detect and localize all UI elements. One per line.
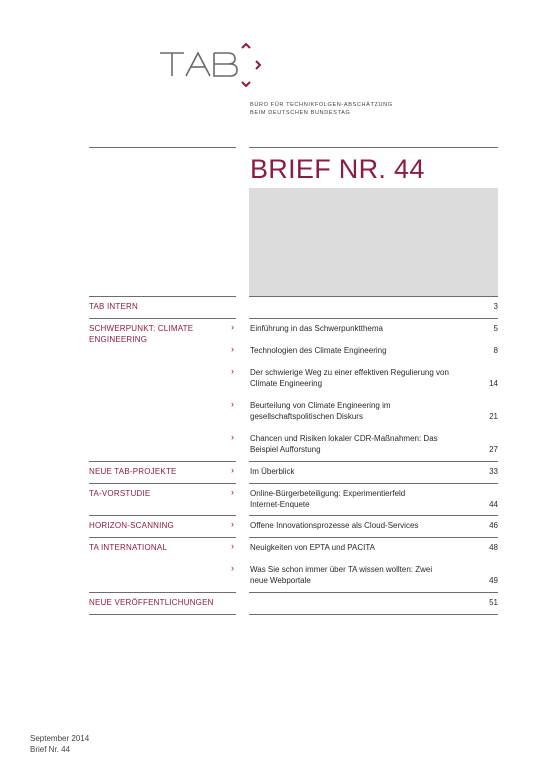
toc-rule [249, 592, 498, 593]
toc-rule [249, 614, 498, 615]
toc-entry[interactable]: Der schwierige Weg zu einer effektiven Regulierung von Climate Engineering [250, 368, 449, 388]
organisation-line-1: BÜRO FÜR TECHNIKFOLGEN-ABSCHÄTZUNG [250, 102, 393, 108]
section-neue-veroeffentlichungen[interactable]: NEUE VERÖFFENTLICHUNGEN [89, 598, 214, 607]
page-number: 27 [489, 445, 498, 454]
footer-date: September 2014 [30, 734, 90, 743]
page-number: 21 [489, 412, 498, 421]
toc-entry[interactable]: Online-Bürgerbeteiligung: Experimentierfeld Internet-Enquete [250, 489, 406, 509]
toc-rule [89, 592, 236, 593]
chevron-right-icon: › [231, 322, 234, 332]
organisation-line-2: BEIM DEUTSCHEN BUNDESTAG [250, 110, 351, 116]
chevron-right-icon: › [231, 541, 234, 551]
toc-rule [249, 515, 498, 516]
toc-rule [249, 296, 498, 297]
toc-entry[interactable]: Einführung in das Schwerpunktthema [250, 324, 383, 333]
toc-rule [89, 461, 236, 462]
page-number: 48 [489, 543, 498, 552]
section-neue-tab-projekte[interactable]: NEUE TAB-PROJEKTE [89, 467, 177, 476]
chevron-right-icon: › [231, 563, 234, 573]
page-number: 8 [493, 346, 498, 355]
toc-entry[interactable]: Was Sie schon immer über TA wissen wollten: Zwei neue Webportale [250, 565, 433, 585]
page-number: 14 [489, 379, 498, 388]
footer-issue: Brief Nr. 44 [30, 745, 71, 754]
chevron-right-icon: › [231, 399, 234, 409]
chevron-right-icon: › [231, 432, 234, 442]
page-number: 44 [489, 500, 498, 509]
section-ta-international[interactable]: TA INTERNATIONAL [89, 543, 168, 552]
toc-entry[interactable]: Beurteilung von Climate Engineering im gesellschaftspolitischen Diskurs [250, 401, 391, 421]
section-ta-vorstudie[interactable]: TA-VORSTUDIE [89, 489, 151, 498]
page-number: 51 [489, 598, 498, 607]
toc-rule [89, 483, 236, 484]
page-number: 33 [489, 467, 498, 476]
toc-rule [249, 318, 498, 319]
toc-entry[interactable]: Im Überblick [250, 467, 295, 476]
toc-rule [89, 537, 236, 538]
chevron-right-icon: › [231, 366, 234, 376]
toc-rule [89, 515, 236, 516]
toc-entry[interactable]: Technologien des Climate Engineering [250, 346, 387, 355]
section-tab-intern[interactable]: TAB INTERN [89, 302, 138, 311]
page-number: 5 [493, 324, 498, 333]
page-number: 46 [489, 521, 498, 530]
toc-entry[interactable]: Chancen und Risiken lokaler CDR-Maßnahmen: Das Beispiel Aufforstung [250, 434, 438, 454]
chevron-right-icon: › [231, 344, 234, 354]
page-number: 49 [489, 576, 498, 585]
issue-title: BRIEF NR. 44 [250, 154, 425, 184]
toc-rule [249, 461, 498, 462]
section-horizon-scanning[interactable]: HORIZON-SCANNING [89, 521, 174, 530]
toc-rule [89, 296, 236, 297]
chevron-right-icon: › [231, 487, 234, 497]
toc-entry[interactable]: Offene Innovationsprozesse als Cloud-Services [250, 521, 419, 530]
page-number: 3 [493, 302, 498, 311]
chevron-right-icon: › [231, 465, 234, 475]
toc-rule [249, 537, 498, 538]
section-schwerpunkt[interactable]: SCHWERPUNKT: CLIMATE ENGINEERING [89, 324, 194, 344]
chevron-right-icon: › [231, 519, 234, 529]
toc-rule [249, 483, 498, 484]
footer [30, 733, 89, 755]
toc-entry[interactable]: Neuigkeiten von EPTA und PACITA [250, 543, 375, 552]
toc-rule [89, 318, 236, 319]
toc-rule [89, 614, 236, 615]
